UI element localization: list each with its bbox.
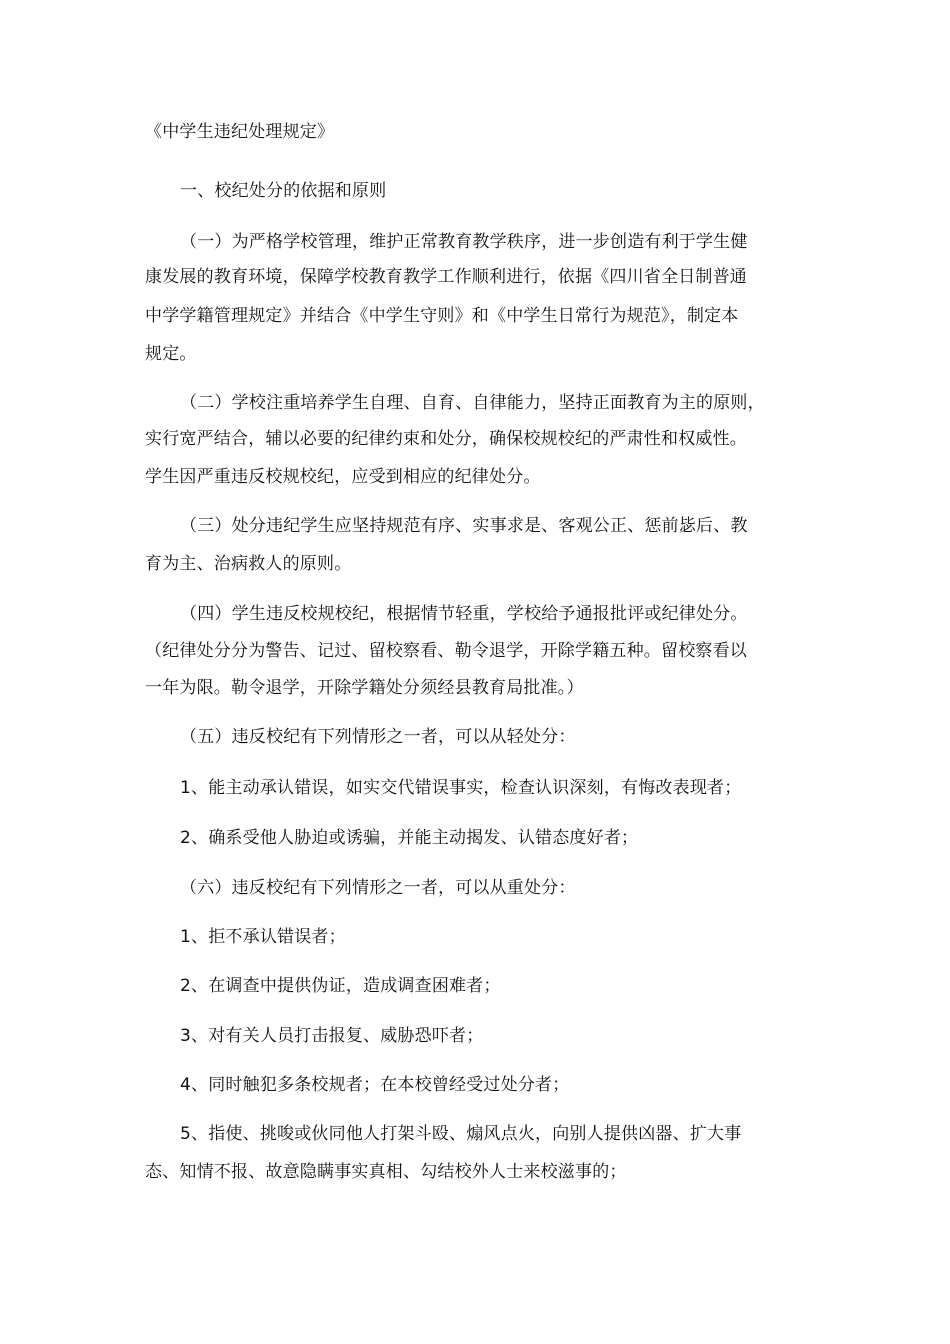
severe-item-5-line-2: 态、知情不报、故意隐瞒事实真相、勾结校外人士来校滋事的； xyxy=(145,1162,627,1182)
paragraph-2-line-1: （二）学校注重培养学生自理、自育、自律能力，坚持正面教育为主的原则， xyxy=(180,393,765,413)
paragraph-4-line-2: （纪律处分分为警告、记过、留校察看、勒令退学，开除学籍五种。留校察看以 xyxy=(145,641,747,661)
lenient-item-2: 2、确系受他人胁迫或诱骗，并能主动揭发、认错态度好者； xyxy=(180,828,639,848)
severe-item-2: 2、在调查中提供伪证，造成调查困难者； xyxy=(180,976,501,996)
paragraph-3-line-1: （三）处分违纪学生应坚持规范有序、实事求是、客观公正、惩前毖后、教 xyxy=(180,516,748,536)
paragraph-6-line-1: （六）违反校纪有下列情形之一者，可以从重处分： xyxy=(180,878,576,898)
paragraph-2-line-3: 学生因严重违反校规校纪，应受到相应的纪律处分。 xyxy=(145,467,541,487)
paragraph-4-line-1: （四）学生违反校规校纪，根据情节轻重，学校给予通报批评或纪律处分。 xyxy=(180,604,748,624)
paragraph-1-line-3: 中学学籍管理规定》并结合《中学生守则》和《中学生日常行为规范》，制定本 xyxy=(145,306,739,326)
severe-item-3: 3、对有关人员打击报复、威胁恐吓者； xyxy=(180,1026,484,1046)
severe-item-5-line-1: 5、指使、挑唆或伙同他人打架斗殴、煽风点火，向别人提供凶器、扩大事 xyxy=(180,1124,742,1144)
severe-item-1: 1、拒不承认错误者； xyxy=(180,927,346,947)
paragraph-1-line-2: 康发展的教育环境，保障学校教育教学工作顺利进行，依据《四川省全日制普通 xyxy=(145,267,747,287)
paragraph-3-line-2: 育为主、治病救人的原则。 xyxy=(145,554,352,574)
paragraph-2-line-2: 实行宽严结合，辅以必要的纪律约束和处分，确保校规校纪的严肃性和权威性。 xyxy=(145,429,747,449)
lenient-item-1: 1、能主动承认错误，如实交代错误事实，检查认识深刻，有悔改表现者； xyxy=(180,778,742,798)
section-heading: 一、校纪处分的依据和原则 xyxy=(180,181,387,201)
paragraph-4-line-3: 一年为限。勒令退学，开除学籍处分须经县教育局批准。） xyxy=(145,678,584,698)
document-title: 《中学生违纪处理规定》 xyxy=(145,122,335,142)
paragraph-1-line-1: （一）为严格学校管理，维护正常教育教学秩序，进一步创造有利于学生健 xyxy=(180,232,748,252)
paragraph-5-line-1: （五）违反校纪有下列情形之一者，可以从轻处分： xyxy=(180,727,576,747)
paragraph-1-line-4: 规定。 xyxy=(145,344,197,364)
severe-item-4: 4、同时触犯多条校规者；在本校曾经受过处分者； xyxy=(180,1075,570,1095)
